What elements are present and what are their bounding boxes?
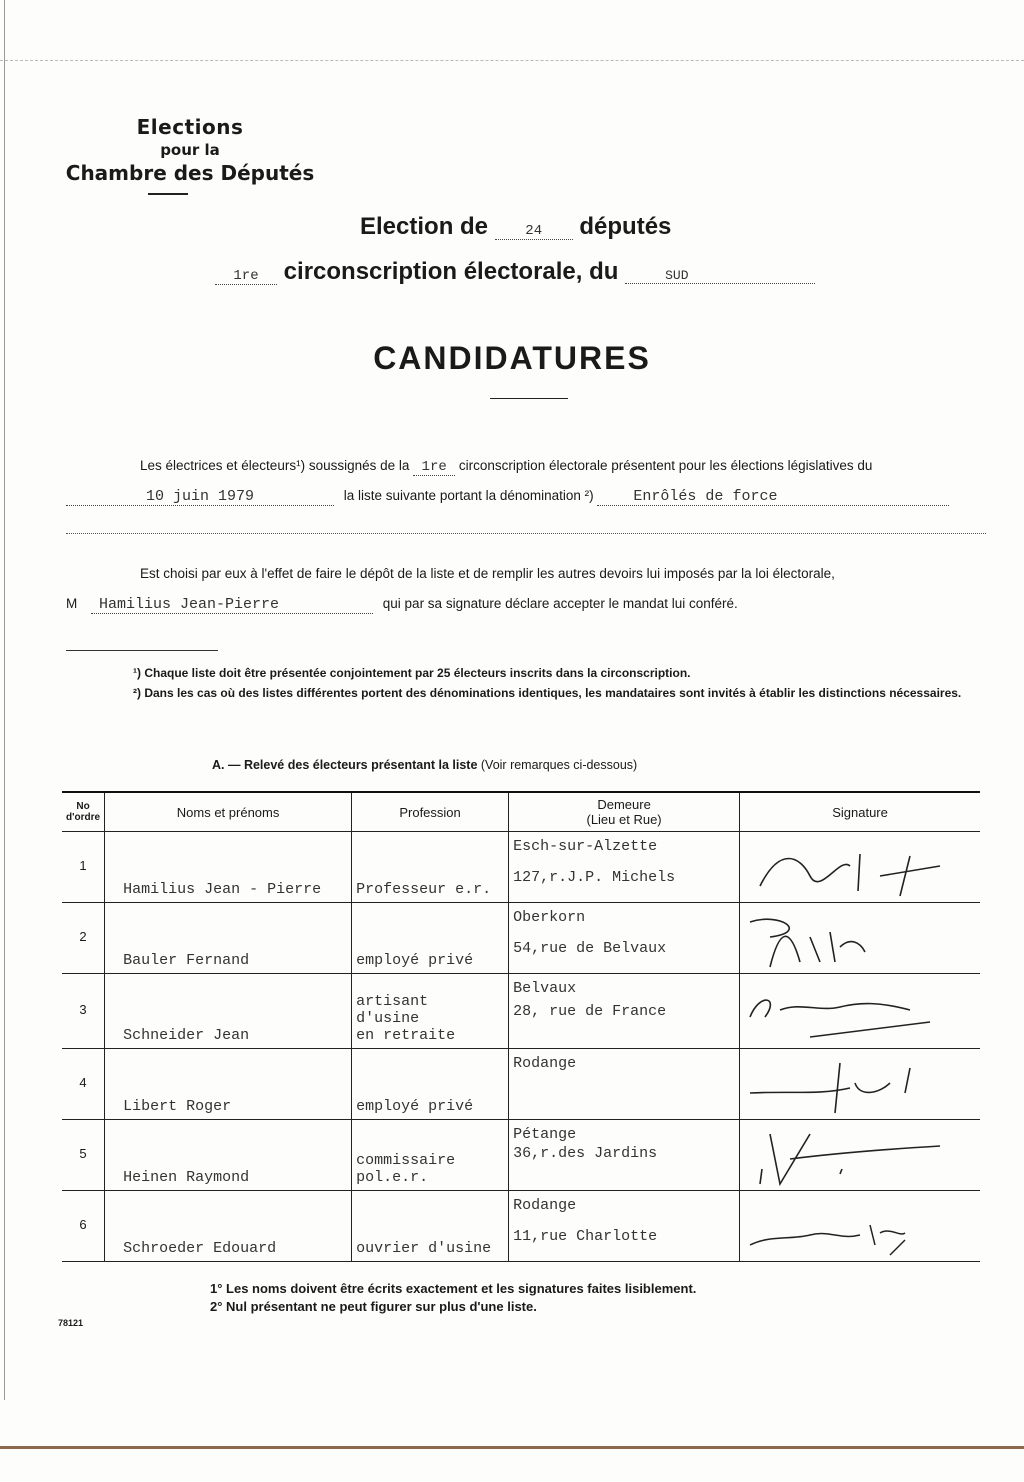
header-signature: Signature — [740, 792, 980, 832]
intro-line1 — [140, 458, 872, 476]
signature-cell — [740, 1191, 980, 1262]
section-title-note: (Voir remarques ci-dessous) — [480, 758, 638, 772]
row-number: 2 — [62, 903, 105, 974]
elector-address — [509, 903, 740, 974]
header-line1: Elections — [136, 115, 244, 139]
bottom-border — [0, 1446, 1024, 1449]
row-number: 5 — [62, 1120, 105, 1191]
intro-text2: circonscription électorale présentent pour les élections législatives du — [458, 458, 873, 473]
election-date: 10 juin 1979 — [66, 488, 334, 506]
signature-cell — [740, 1049, 980, 1120]
section-title-bold: A. — Relevé des électeurs présentant la liste — [212, 758, 478, 772]
elector-name: Libert Roger — [105, 1049, 352, 1120]
address-street: 11,rue Charlotte — [513, 1228, 658, 1245]
signature-image — [740, 1053, 950, 1119]
address-city: Esch-sur-Alzette — [513, 838, 658, 855]
signature-image — [740, 1124, 950, 1190]
address-city: Belvaux — [513, 980, 577, 997]
signature-cell — [740, 832, 980, 903]
table-row — [62, 903, 980, 974]
mandate-prefix: M — [66, 596, 78, 611]
signature-image — [740, 1195, 950, 1261]
elector-address — [509, 974, 740, 1049]
district-line — [215, 258, 815, 286]
section-title — [212, 758, 637, 772]
address-city: Rodange — [513, 1197, 577, 1214]
elector-name: Bauler Fernand — [105, 903, 352, 974]
header-profession: Profession — [352, 792, 509, 832]
top-border — [0, 60, 1024, 61]
address-street: 28, rue de France — [513, 1003, 667, 1020]
elector-address — [509, 1120, 740, 1191]
district-name: SUD — [625, 268, 815, 284]
header-line2: pour la — [160, 141, 220, 159]
deputies-count: 24 — [495, 223, 573, 240]
signature-image — [740, 982, 950, 1048]
header-no: No d'ordre — [62, 792, 105, 832]
signature-image — [740, 907, 950, 973]
page-edge — [4, 0, 5, 1400]
elector-name: Schneider Jean — [105, 974, 352, 1049]
elector-profession: ouvrier d'usine — [352, 1191, 509, 1262]
elector-address — [509, 1049, 740, 1120]
header-line3: Chambre des Députés — [65, 161, 315, 185]
mandate-suffix: qui par sa signature déclare accepter le mandat lui conféré. — [382, 596, 738, 611]
signature-cell — [740, 903, 980, 974]
address-city: Rodange — [513, 1055, 577, 1072]
district-number: 1re — [215, 268, 277, 285]
intro-line2 — [66, 488, 949, 506]
intro-text3: la liste suivante portant la dénomination ²) — [343, 488, 594, 503]
election-prefix: Election de — [360, 213, 489, 240]
blank-line — [66, 533, 986, 534]
footer-rule-2: 2° Nul présentant ne peut figurer sur plus d'une liste. — [210, 1299, 537, 1314]
signature-cell — [740, 1120, 980, 1191]
elector-profession: artisant d'usine en retraite — [352, 974, 509, 1049]
list-name: Enrôlés de force — [597, 488, 949, 506]
mandatary-name: Hamilius Jean-Pierre — [91, 596, 373, 614]
row-number: 1 — [62, 832, 105, 903]
row-number: 3 — [62, 974, 105, 1049]
electors-table — [62, 791, 980, 1262]
address-city: Pétange — [513, 1126, 577, 1143]
form-code: 78121 — [58, 1318, 84, 1328]
notes-divider — [66, 650, 218, 651]
intro-district: 1re — [413, 459, 455, 476]
table-row — [62, 832, 980, 903]
election-line — [360, 213, 671, 241]
note-1: ¹) Chaque liste doit être présentée conjointement par 25 électeurs inscrits dans la circonscription. — [133, 666, 691, 680]
row-number: 4 — [62, 1049, 105, 1120]
table-row — [62, 1120, 980, 1191]
address-street: 54,rue de Belvaux — [513, 940, 667, 957]
note-2: ²) Dans les cas où des listes différentes portent des dénominations identiques, les mandataires sont invités à établir les distinctions nécessaires. — [133, 686, 962, 700]
footer-rule-1: 1° Les noms doivent être écrits exactement et les signatures faites lisiblement. — [210, 1281, 697, 1296]
election-suffix: députés — [579, 213, 672, 240]
elector-name: Schroeder Edouard — [105, 1191, 352, 1262]
table-row — [62, 1049, 980, 1120]
table-row — [62, 1191, 980, 1262]
header-divider — [148, 193, 188, 195]
elector-name: Heinen Raymond — [105, 1120, 352, 1191]
elector-profession: Professeur e.r. — [352, 832, 509, 903]
elector-address — [509, 832, 740, 903]
table-row — [62, 974, 980, 1049]
table-header-row — [62, 792, 980, 832]
mandate-line2 — [66, 596, 738, 614]
signature-cell — [740, 974, 980, 1049]
intro-text1: Les électrices et électeurs¹) soussignés de la — [140, 458, 410, 473]
header-block — [60, 115, 320, 185]
mandate-line1: Est choisi par eux à l'effet de faire le dépôt de la liste et de remplir les autres devoirs lui imposés par la loi électorale, — [140, 566, 835, 581]
row-number: 6 — [62, 1191, 105, 1262]
header-address: Demeure (Lieu et Rue) — [509, 792, 740, 832]
signature-image — [740, 836, 950, 902]
address-street: 127,r.J.P. Michels — [513, 869, 676, 886]
elector-profession: employé privé — [352, 1049, 509, 1120]
page-title: CANDIDATURES — [373, 340, 651, 376]
elector-address — [509, 1191, 740, 1262]
address-street: 36,r.des Jardins — [513, 1145, 658, 1162]
header-name: Noms et prénoms — [105, 792, 352, 832]
elector-name: Hamilius Jean - Pierre — [105, 832, 352, 903]
elector-profession: employé privé — [352, 903, 509, 974]
elector-profession: commissaire pol.e.r. — [352, 1120, 509, 1191]
district-label: circonscription électorale, du — [283, 258, 619, 285]
address-city: Oberkorn — [513, 909, 586, 926]
title-divider — [490, 398, 568, 399]
